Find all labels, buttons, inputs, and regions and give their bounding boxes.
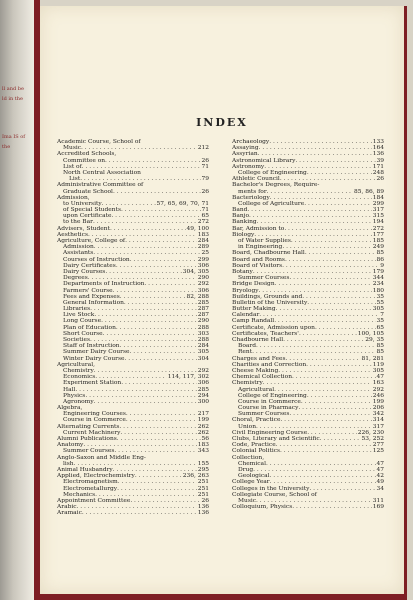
entry-page: 71: [201, 163, 209, 170]
entry-label: Summer Courses: [63, 448, 115, 455]
entry-label: Assaying: [232, 145, 259, 152]
entry-label: Committee on: [63, 157, 106, 164]
entry-label: Summer Courses: [238, 275, 290, 282]
entry-page: 288: [197, 324, 209, 331]
entry-page: 49, 100: [186, 225, 209, 232]
entry-label: Banjo: [232, 213, 250, 220]
entry-label: Summer Courses: [238, 411, 290, 418]
gutter-text-line: ld in the: [2, 96, 23, 102]
entry-page: 183: [197, 231, 209, 238]
entry-label: Collection,: [232, 454, 265, 461]
leader-dots: [113, 189, 201, 195]
entry-page: 236, 263: [182, 473, 209, 480]
entry-label: to University: [63, 200, 102, 207]
entry-label: Chadbourne Hall: [232, 337, 284, 343]
entry-label: Academic Course, School of: [57, 139, 141, 145]
entry-label: Assyrian: [232, 151, 258, 158]
entry-label: Algebra,: [57, 405, 83, 412]
entry-page: 304: [197, 355, 209, 362]
entry-page: 314: [372, 417, 384, 424]
entry-page: 163: [372, 380, 384, 387]
entry-page: 194: [372, 219, 384, 226]
entry-page: 234: [372, 281, 384, 288]
entry-page: 315: [372, 213, 384, 220]
entry-label: Physics: [63, 392, 86, 399]
entry-label: Board of Visitors: [232, 262, 283, 269]
entry-page: 287: [197, 312, 209, 319]
entry-page: 125: [372, 448, 384, 455]
entry-page: 180: [372, 287, 384, 294]
entry-label: Agricultural,: [57, 361, 95, 368]
entry-label: Certificate, Admission upon: [232, 324, 315, 331]
entry-page: 306: [197, 380, 209, 387]
entry-page: 343: [197, 448, 209, 455]
entry-label: Dairy Courses: [63, 268, 106, 275]
entry-page: 179: [372, 268, 384, 275]
entry-label: Colleges in the University: [232, 485, 310, 492]
entry-label: Fees and Expenses: [63, 293, 120, 300]
leader-dots: [124, 356, 196, 362]
entry-page: 35: [376, 293, 384, 300]
entry-label: upon Certificate: [63, 213, 112, 220]
entry-page: 185: [372, 238, 384, 244]
entry-label: North Central Association: [63, 169, 141, 176]
entry-label: College of Engineering: [238, 392, 307, 399]
entry-label: Butter Making: [232, 306, 276, 313]
entry-page: 35: [376, 318, 384, 325]
entry-label: Chemical Collection: [232, 374, 293, 381]
entry-page: 262: [197, 429, 209, 436]
entry-label: Hall: [63, 386, 76, 393]
entry-label: Cheese Making: [232, 367, 279, 374]
entry-page: 81, 281: [361, 355, 384, 362]
entry-page: 47: [376, 374, 384, 381]
entry-label: Bridge Design: [232, 281, 275, 288]
entry-page: 306: [197, 262, 209, 269]
entry-label: Live Stock: [63, 312, 95, 319]
entry-page: 133: [372, 139, 384, 145]
entry-page: 295: [197, 466, 209, 473]
entry-page: 262: [197, 423, 209, 430]
entry-label: Electromagnetism: [63, 479, 118, 486]
entry-page: 184: [372, 194, 384, 201]
entry-page: 311: [372, 497, 384, 504]
entry-page: 199: [372, 398, 384, 405]
entry-page: 171: [372, 163, 384, 170]
entry-label: Agricultural: [238, 386, 275, 393]
entry-page: 34: [376, 485, 384, 492]
entry-page: 65: [376, 324, 384, 331]
entry-label: Bryology: [232, 287, 259, 294]
entry-label: Course in Commerce: [63, 417, 126, 424]
entry-label: Graduate School: [63, 188, 113, 195]
entry-page: 79: [201, 176, 209, 183]
entry-label: to the Bar: [63, 219, 93, 226]
entry-label: of Water Supplies: [238, 238, 291, 244]
entry-label: Farmers' Course: [63, 287, 113, 294]
index-entry: [57, 510, 209, 516]
entry-label: Course in Pharmacy: [238, 405, 299, 412]
leader-dots: [292, 504, 371, 510]
entry-page: 249: [372, 244, 384, 251]
entry-label: Plan of Education: [63, 324, 116, 331]
entry-label: Banking: [232, 219, 257, 226]
entry-label: Music: [238, 497, 257, 504]
entry-label: List: [69, 176, 81, 183]
entry-page: 317: [372, 207, 384, 214]
entry-label: Biology: [232, 231, 255, 238]
entry-page: 304, 305: [182, 268, 209, 275]
entry-label: General Information: [63, 299, 124, 306]
entry-label: Engineering Courses: [63, 411, 126, 418]
entry-label: Anatomy: [57, 442, 84, 449]
entry-label: Summer Dairy Course: [63, 349, 130, 356]
entry-page: 289: [197, 244, 209, 251]
entry-label: Short Course: [63, 330, 103, 337]
leader-dots: [309, 486, 375, 492]
entry-page: 290: [197, 275, 209, 282]
leader-dots: [94, 399, 197, 405]
entry-page: 29, 35: [365, 337, 384, 343]
entry-page: 285: [197, 386, 209, 393]
entry-page: 306: [197, 287, 209, 294]
entry-label: Alternating Currents: [57, 423, 120, 430]
index-entry: [232, 504, 384, 510]
entry-page: 9: [380, 262, 384, 269]
entry-label: List of: [63, 163, 82, 170]
entry-page: 136: [197, 510, 209, 517]
entry-page: 277: [372, 442, 384, 449]
index-column-right: [232, 139, 384, 510]
entry-page: 251: [197, 479, 209, 486]
gutter-text-line: Ima IS of: [2, 134, 26, 140]
entry-page: 155: [197, 460, 209, 467]
entry-label: Camp Randall: [232, 318, 275, 325]
entry-label: Administrative Committee of: [57, 182, 144, 189]
entry-page: 344: [372, 275, 384, 282]
entry-page: 39: [376, 157, 384, 164]
entry-label: Applied, Electrochemistry: [57, 473, 135, 480]
entry-label: Mechanics: [63, 491, 96, 498]
entry-label: Admission,: [57, 194, 90, 201]
entry-page: 305: [372, 306, 384, 313]
entry-label: Animal Husbandry: [57, 466, 113, 473]
entry-page: 288: [197, 337, 209, 343]
entry-label: Economics: [63, 374, 96, 381]
entry-page: 65: [201, 213, 209, 220]
entry-label: Departments of Instruction: [63, 281, 145, 288]
entry-label: Bulletin of the University: [232, 299, 308, 306]
entry-page: 26: [201, 157, 209, 164]
entry-page: 82, 288: [186, 293, 209, 300]
entry-page: 183: [197, 442, 209, 449]
entry-label: Band: [232, 207, 248, 214]
entry-label: Archaeology: [232, 139, 270, 145]
entry-page: 248: [372, 169, 384, 176]
entry-page: 285: [197, 299, 209, 306]
entry-page: 47: [376, 460, 384, 467]
entry-label: Board: [238, 343, 256, 350]
entry-label: Colonial Politics: [232, 448, 281, 455]
entry-page: 206: [372, 405, 384, 412]
entry-label: College of Engineering: [238, 169, 307, 176]
entry-page: 57, 65, 69, 70, 71: [156, 200, 209, 207]
entry-page: 119: [372, 361, 384, 368]
entry-page: 85: [376, 343, 384, 350]
entry-label: Buildings, Grounds and: [232, 293, 303, 300]
gutter-text-line: the: [2, 144, 11, 150]
entry-label: Degrees: [63, 275, 88, 282]
entry-label: Music: [63, 145, 82, 152]
index-column-left: [57, 139, 209, 516]
entry-label: Athletic Council: [232, 176, 280, 183]
entry-page: 26: [376, 176, 384, 183]
entry-label: Bachelor's Degrees, Require-: [232, 182, 320, 189]
entry-label: Agriculture, College of: [57, 238, 126, 244]
entry-label: Societies: [63, 337, 91, 343]
entry-page: 292: [197, 281, 209, 288]
entry-page: 26: [201, 188, 209, 195]
entry-page: 284: [197, 238, 209, 244]
entry-page: 290: [197, 318, 209, 325]
entry-page: 85: [376, 250, 384, 257]
entry-page: 136: [372, 151, 384, 158]
entry-label: Electrometallurgy: [63, 485, 118, 492]
entry-page: 177: [372, 231, 384, 238]
entry-label: Aesthetics: [57, 231, 88, 238]
entry-page: 299: [372, 200, 384, 207]
entry-page: 272: [372, 225, 384, 232]
entry-label: Charities and Correction: [232, 361, 307, 368]
entry-page: 292: [197, 367, 209, 374]
entry-label: College of Agriculture: [238, 200, 305, 207]
entry-page: 85, 86, 89: [354, 188, 384, 195]
entry-page: 284: [197, 343, 209, 350]
entry-label: Astronomy: [232, 163, 265, 170]
entry-label: Winter Dairy Course: [63, 355, 125, 362]
entry-page: 56: [201, 436, 209, 442]
entry-label: Anglo-Saxon and Middle Eng-: [57, 454, 146, 461]
book-page: [40, 6, 407, 594]
entry-page: 342: [372, 411, 384, 418]
entry-label: Long Course: [63, 318, 102, 325]
entry-page: 287: [197, 306, 209, 313]
entry-page: 212: [197, 145, 209, 152]
entry-label: Botany: [232, 268, 253, 275]
entry-label: Colloquium, Physics: [232, 504, 293, 511]
entry-page: 136: [197, 504, 209, 511]
entry-page: 47: [376, 466, 384, 473]
entry-page: 114, 117, 302: [167, 374, 209, 381]
entry-page: 169: [372, 504, 384, 511]
entry-label: Arabic: [57, 504, 77, 511]
entry-label: College Year: [232, 479, 270, 486]
entry-label: Collegiate Course, School of: [232, 491, 317, 498]
entry-page: 305: [197, 349, 209, 356]
entry-page: 85: [376, 349, 384, 356]
entry-label: in Engineering: [238, 244, 283, 251]
entry-label: Alumni Publications: [57, 436, 117, 442]
entry-page: 49: [376, 479, 384, 486]
entry-label: Rent: [238, 349, 253, 356]
entry-page: 86: [376, 256, 384, 263]
entry-label: ments for: [238, 188, 267, 195]
entry-label: Drug: [238, 466, 254, 473]
entry-label: Current Machinery: [63, 429, 121, 436]
entry-label: Clubs, Literary and Scientific: [232, 436, 320, 442]
entry-page: 26: [201, 497, 209, 504]
entry-page: 53, 252: [361, 436, 384, 442]
gutter-text-line: ll and be: [2, 86, 24, 92]
entry-label: Bar, Admission to: [232, 225, 285, 232]
entry-page: 42: [376, 473, 384, 480]
entry-page: 272: [197, 219, 209, 226]
entry-page: 71: [201, 207, 209, 214]
entry-page: 303: [197, 330, 209, 337]
entry-label: Chemical: [238, 460, 266, 467]
entry-label: Accredited Schools,: [57, 151, 117, 158]
entry-label: Staff of Instruction: [63, 343, 120, 350]
entry-label: Course in Commerce: [238, 398, 301, 405]
entry-label: Choral, Practice: [232, 417, 281, 424]
entry-label: Geological: [238, 473, 270, 480]
entry-label: Dairy Certificates: [63, 262, 116, 269]
entry-label: Assistants: [63, 250, 94, 257]
entry-label: Libraries: [63, 306, 91, 313]
entry-page: 226, 230: [357, 429, 384, 436]
page-title: INDEX: [196, 116, 248, 129]
entry-page: 300: [197, 398, 209, 405]
entry-page: 294: [197, 392, 209, 399]
entry-label: Aramaic: [57, 510, 82, 517]
entry-page: 251: [197, 491, 209, 498]
entry-page: 246: [372, 392, 384, 399]
entry-label: Bacteriology: [232, 194, 270, 201]
entry-label: Courses of Instruction: [63, 256, 130, 263]
entry-label: Chemistry: [63, 367, 94, 374]
entry-label: Civil Engineering Course: [232, 429, 308, 436]
entry-label: Charges and Fees: [232, 355, 286, 362]
entry-page: 100, 105: [357, 330, 384, 337]
binding-gutter: [0, 0, 34, 600]
entry-page: 292: [372, 386, 384, 393]
entry-label: Certificates, Teachers': [232, 330, 299, 337]
entry-page: 55: [376, 299, 384, 306]
entry-page: 217: [197, 411, 209, 418]
entry-page: 299: [197, 256, 209, 263]
entry-label: Experiment Station: [63, 380, 122, 387]
entry-label: Code, Practice: [232, 442, 276, 449]
entry-page: 317: [372, 423, 384, 430]
entry-label: Calendar: [232, 312, 260, 319]
entry-page: 199: [197, 417, 209, 424]
entry-label: Advisers, Student: [57, 225, 110, 232]
entry-page: 164: [372, 145, 384, 152]
entry-label: Astronomical Library: [232, 157, 296, 164]
entry-label: Board, Chadbourne Hall: [232, 250, 305, 257]
entry-label: Union: [238, 423, 256, 430]
entry-page: 305: [372, 367, 384, 374]
leader-dots: [280, 448, 372, 454]
leader-dots: [82, 510, 197, 516]
entry-label: Appointment Committee: [57, 497, 131, 504]
entry-label: Admission: [63, 244, 94, 251]
entry-label: Board and Rooms: [232, 256, 285, 263]
entry-page: 251: [197, 485, 209, 492]
entry-label: lish: [63, 460, 74, 467]
entry-page: 25: [201, 250, 209, 257]
entry-label: of Special Students: [63, 207, 121, 214]
entry-page: 7: [380, 312, 384, 319]
entry-label: Agronomy: [63, 398, 94, 405]
entry-label: Chemistry: [232, 380, 263, 387]
